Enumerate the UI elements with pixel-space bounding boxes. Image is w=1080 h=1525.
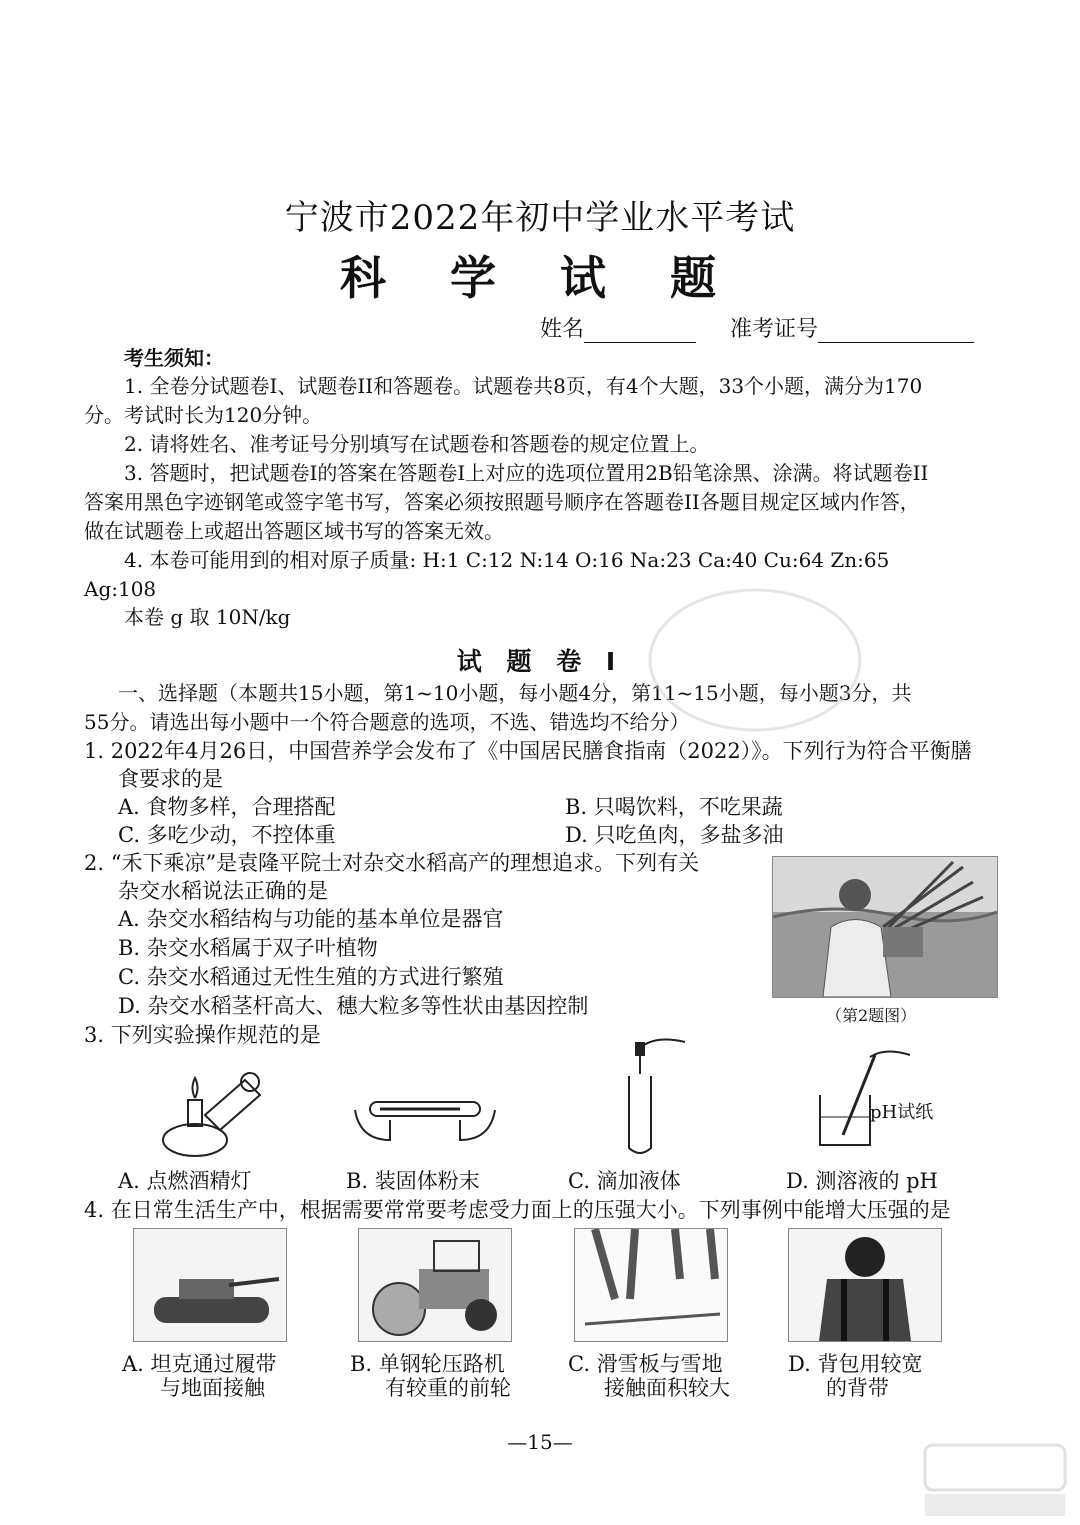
q3-option-d[interactable]: D. 测溶液的 pH — [786, 1169, 938, 1193]
section-intro-cont: 55分。请选出每小题中一个符合题意的选项，不选、错选均不给分） — [84, 710, 690, 734]
q2-stem: 2. “禾下乘凉”是袁隆平院士对杂交水稻高产的理想追求。下列有关 — [84, 851, 700, 875]
candidate-fields — [540, 312, 974, 343]
q3-option-c[interactable]: C. 滴加液体 — [568, 1169, 681, 1193]
notice-item3: 3. 答题时，把试题卷I的答案在答题卷I上对应的选项位置用2B铅笔涂黑、涂满。将试题卷II — [124, 461, 929, 485]
exam-title: 宁波市2022年初中学业水平考试 — [284, 198, 796, 238]
watermark-seal — [640, 575, 870, 745]
notice-item1: 1. 全卷分试题卷I、试题卷II和答题卷。试题卷共8页，有4个大题，33个小题，满分为170 — [124, 374, 923, 398]
notice-heading: 考生须知： — [124, 346, 224, 370]
id-label: 准考证号 — [730, 317, 819, 342]
q3-stem: 3. 下列实验操作规范的是 — [84, 1023, 321, 1047]
q3-option-a[interactable]: A. 点燃酒精灯 — [118, 1169, 252, 1193]
q1-stem-cont: 食要求的是 — [118, 767, 223, 791]
name-field[interactable] — [584, 320, 696, 343]
q2-option-a[interactable]: A. 杂交水稻结构与功能的基本单位是器官 — [118, 907, 504, 931]
alcohol-lamp-figure — [150, 1060, 270, 1160]
notice-item1-cont: 分。考试时长为120分钟。 — [84, 403, 323, 427]
q1-option-c[interactable]: C. 多吃少动，不控体重 — [118, 823, 336, 847]
q1-option-b[interactable]: B. 只喝饮料，不吃果蔬 — [565, 795, 783, 819]
q4-stem: 4. 在日常生活生产中，根据需要常常要考虑受力面上的压强大小。下列事例中能增大压强的是 — [84, 1198, 951, 1222]
q2-figure-caption: （第2题图） — [826, 1006, 917, 1025]
q4-option-b[interactable]: B. 单钢轮压路机 — [350, 1352, 505, 1376]
q4-option-d-cont: 的背带 — [826, 1376, 889, 1400]
notice-item4: 4. 本卷可能用到的相对原子质量: H:1 C:12 N:14 O:16 Na:23 Ca:40 Cu:64 Zn:65 — [124, 548, 890, 572]
id-field[interactable] — [818, 320, 974, 343]
ph-paper-label: pH试纸 — [870, 1102, 934, 1123]
dropper-figure — [615, 1030, 695, 1160]
tank-photo — [133, 1228, 287, 1342]
snowboard-photo — [574, 1228, 728, 1342]
section-intro: 一、选择题（本题共15小题，第1~10小题，每小题4分，第11~15小题，每小题3分，共 — [118, 681, 912, 705]
backpack-photo — [788, 1228, 942, 1342]
q4-option-d[interactable]: D. 背包用较宽 — [788, 1352, 923, 1376]
subject-title: 科 学 试 题 — [339, 251, 741, 305]
name-label: 姓名 — [540, 317, 585, 342]
q4-option-c-cont: 接触面积较大 — [604, 1376, 730, 1400]
q1-option-d[interactable]: D. 只吃鱼肉，多盐多油 — [565, 823, 784, 847]
yuan-longping-photo — [772, 856, 998, 998]
q2-stem-cont: 杂交水稻说法正确的是 — [118, 879, 328, 903]
q4-option-b-cont: 有较重的前轮 — [385, 1376, 511, 1400]
page-number: —15— — [507, 1430, 573, 1454]
test-tube-powder-figure — [350, 1080, 500, 1150]
q2-option-b[interactable]: B. 杂交水稻属于双子叶植物 — [118, 936, 378, 960]
q2-option-d[interactable]: D. 杂交水稻茎杆高大、穗大粒多等性状由基因控制 — [118, 994, 589, 1018]
notice-item3-cont1: 答案用黑色字迹钢笔或签字笔书写，答案必须按照题号顺序在答题卷II各题目规定区域内作答， — [84, 490, 920, 514]
q3-option-b[interactable]: B. 装固体粉末 — [346, 1169, 480, 1193]
q1-option-a[interactable]: A. 食物多样，合理搭配 — [118, 795, 336, 819]
notice-item4-cont: Ag:108 — [84, 577, 157, 601]
q1-stem: 1. 2022年4月26日，中国营养学会发布了《中国居民膳食指南（2022）》。下列行为符合平衡膳 — [84, 739, 972, 763]
q4-option-a-cont: 与地面接触 — [160, 1376, 265, 1400]
notice-item2: 2. 请将姓名、准考证号分别填写在试题卷和答题卷的规定位置上。 — [124, 432, 710, 456]
road-roller-photo — [358, 1228, 512, 1342]
notice-item3-cont2: 做在试题卷上或超出答题区域书写的答案无效。 — [84, 519, 504, 543]
q4-option-a[interactable]: A. 坦克通过履带 — [122, 1352, 277, 1376]
section-title: 试 题 卷 I — [456, 647, 624, 676]
q2-option-c[interactable]: C. 杂交水稻通过无性生殖的方式进行繁殖 — [118, 965, 504, 989]
q4-option-c[interactable]: C. 滑雪板与雪地 — [568, 1352, 723, 1376]
notice-g: 本卷 g 取 10N/kg — [124, 605, 291, 629]
watermark-logo — [920, 1440, 1070, 1520]
